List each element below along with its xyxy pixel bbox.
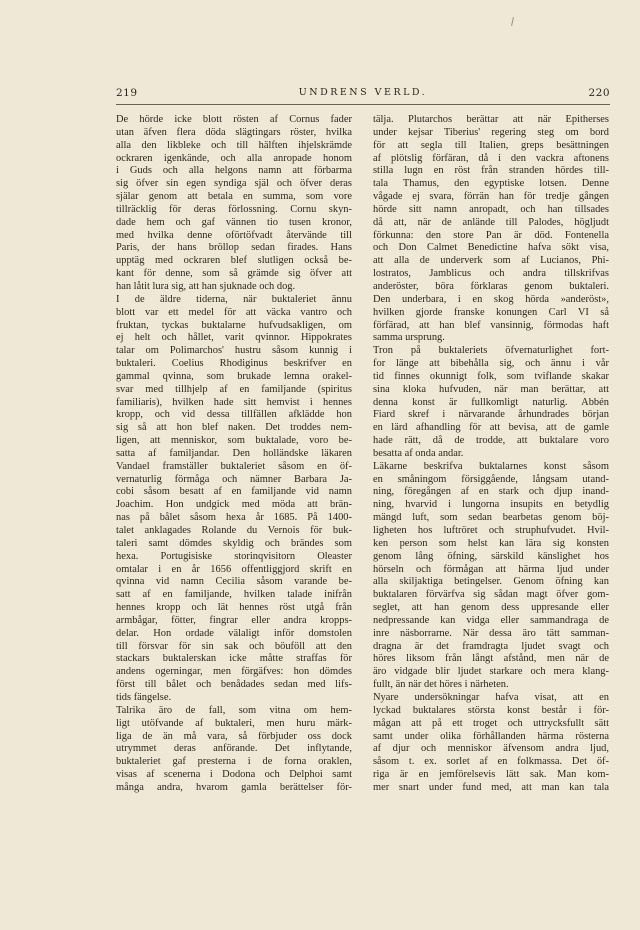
text-line: alla skiljaktiga betingelser. Genom öfning kan	[373, 576, 609, 588]
text-line: familiaris), hvilken hade sitt hemvist i hennes	[116, 396, 352, 408]
text-line: ligheten hos luftröret och struphufvudet. Hvil-	[373, 525, 609, 536]
text-line: Tron på buktaleriets öfvernaturlighet fort-	[373, 345, 609, 357]
header-rule	[116, 104, 610, 105]
text-line: under kejsar Tiberius' regering steg om bord	[373, 126, 609, 138]
text-line: sig öfver sin egen syndiga själ och öfver deras	[116, 178, 352, 190]
text-line: då att, när de anlände till Palodes, högljudt	[373, 216, 609, 228]
text-line: inre näsborrarne. När dessa äro tätt samman-	[373, 627, 609, 639]
text-line: ning, föregången af en stark och djup inand-	[373, 486, 609, 498]
text-line: höres liksom från långt afstånd, men när de	[373, 653, 609, 665]
text-line: armbågar, fötter, fingrar eller andra kropps-	[116, 614, 352, 626]
text-line: delar. Hon ordade välaligt inför domstolen	[116, 627, 352, 639]
text-line: talet anklagades Rolande du Vernois för buk-	[116, 525, 352, 536]
text-line: fullt, än när det höres i närheten.	[373, 679, 509, 691]
text-line: stackars buktalerskan icke måtte straffas för	[116, 653, 352, 665]
text-line: först till bålet och benådades sedan med lifs-	[116, 679, 352, 691]
text-line: dragna är det framdragta ljudet svagt och	[373, 640, 609, 652]
text-line: Talrika äro de fall, som vitna om hem-	[116, 704, 352, 716]
text-line: kropp, och vid dessa tillfällen afklädde hon	[116, 409, 352, 421]
text-line: omtalar i en år 1656 offentliggjord skrift en	[116, 563, 352, 575]
running-title: UNDRENS VERLD.	[298, 87, 428, 98]
text-line: sig så att hon blef naken. Det troddes nem-	[116, 422, 352, 434]
text-line: blott var ett medel för att väcka vantro och	[116, 306, 352, 318]
text-line: hvilken gjorde franske konungen Carl VI så	[373, 306, 609, 318]
text-line: Nyare undersökningar hafva visat, att en	[373, 691, 609, 703]
text-line: Joachim. Hon undgick med möda att brän-	[116, 499, 352, 511]
text-line: ligen, att menniskor, som buktalade, voro be-	[116, 435, 352, 447]
text-line: till försvar för sin sak och böuföll att den	[116, 640, 352, 652]
text-line: förkunna: den store Pan är död. Fontenella	[373, 229, 609, 241]
text-line: en småningom försiggående, långsam utand-	[373, 473, 609, 485]
text-line: gammal qvinna, som brukade lemna orakel-	[116, 370, 352, 382]
text-line: riga är en jemförelsevis lätt sak. Man kom-	[373, 769, 609, 781]
text-line: nas på bålet såsom hexa år 1685. På 1400-	[116, 512, 352, 524]
right-text-column	[373, 114, 609, 795]
text-line: ockraren igenkände, och alla anropade honom	[116, 152, 352, 164]
text-line: kant för denne, som så grämde sig öfver att	[116, 268, 352, 280]
text-line: vågade ej svara, förrän han för tredje gången	[373, 191, 609, 203]
text-line: visas af scenerna i Dodona och Delphoi samt	[116, 769, 352, 781]
text-line: liga de än må vara, så förbjuder oss dock	[116, 730, 352, 742]
text-line: andens ogerningar, men förgäfves: hon dömdes	[116, 666, 352, 678]
text-line: många andra, hvarom gamla berättelser för-	[116, 781, 352, 793]
text-line: lostratos, Jamblicus och andra tillskrifvas	[373, 268, 609, 280]
text-line: mer snart under fund med, att man kan tala	[373, 781, 609, 793]
text-line: hörde sitt namn anropadt, och han tillsades	[373, 203, 609, 215]
text-line: anderöster, böra förklaras genom buktaleri.	[373, 280, 609, 292]
text-line: utrymmet deras anförande. Det inflytande,	[116, 743, 352, 755]
text-line: stilla lugn en röst från stranden hördes till-	[373, 165, 609, 177]
text-line: för att segla till Italien, greps besättningen	[373, 139, 609, 151]
text-line: alla den likbleke och till hälften ihjelskrämde	[116, 139, 352, 151]
text-line: tid finnes okunnigt folk, som tviflande skakar	[373, 370, 609, 382]
text-line: tälja. Plutarchos berättar att när Epitherses	[373, 114, 609, 125]
text-line: svar med tillhjelp af en familjande (spiritus	[116, 383, 352, 395]
text-line: besatta af onda andar.	[373, 447, 464, 459]
text-line: samma ursprung.	[373, 332, 445, 344]
text-line: taleri samt dömdes skyldig och brändes som	[116, 537, 352, 549]
text-line: dade hem och gaf vännen tio tusen kronor,	[116, 216, 352, 228]
text-line: satt af en familjande, hvilken talade inifrån	[116, 589, 352, 601]
text-line: själar genom att betala en summa, som vore	[116, 191, 352, 203]
text-line: I de äldre tiderna, när buktaleriet ännu	[116, 293, 352, 305]
text-line: mågan att på ett troget och uttrycksfullt sätt	[373, 717, 609, 729]
right-page-number: 220	[588, 87, 610, 99]
text-line: qvinna vid namn Cecilia såsom varande be-	[116, 576, 352, 588]
text-line: tala Thamus, den egyptiske lotsen. Denne	[373, 178, 609, 190]
text-line: sina kloka hufvuden, när man berättar, att	[373, 383, 609, 395]
text-line: han låtit lura sig, att han sjuknade och dog.	[116, 280, 296, 292]
text-line: ligt utöfvande af buktaleri, men huru märk-	[116, 717, 352, 729]
text-line: en lärd afhandling för att bevisa, att de gamle	[373, 422, 609, 434]
text-line: buktalaren förvärfva sig sådan magt öfver gom-	[373, 589, 609, 601]
text-line: buktaleri. Coelius Rhodiginus beskrifver en	[116, 358, 352, 370]
text-line: seglet, att han genom dess uppresande eller	[373, 602, 609, 614]
text-line: De hörde icke blott rösten af Cornus fader	[116, 114, 352, 125]
text-line: Paris, der hans bröllop sedan firades. Hans	[116, 242, 352, 254]
text-line: Vandael framställer buktaleriet såsom en öf-	[116, 460, 352, 472]
text-line: fruktan, tyckas buktalarne hufvudsakligen, om	[116, 319, 352, 331]
text-line: mängd luft, som sedan bearbetas genom böj-	[373, 512, 609, 524]
left-text-column	[116, 114, 352, 795]
running-header	[116, 87, 610, 101]
text-line: hörseln och förmågan att härma ljud under	[373, 563, 609, 575]
text-line: Den underbara, i en skog hörda »anderöst»,	[373, 293, 609, 305]
text-line: buktaleriet gaf presterna i de forna oraklen,	[116, 756, 352, 768]
text-line: samt under olika förhållanden härma rösterna	[373, 730, 609, 742]
text-line: hennes kropp och lät hennes röst utgå från	[116, 602, 352, 614]
text-line: af plötslig förfäran, då i den vackra aftonens	[373, 152, 609, 164]
text-line: utan äfven flera döda slägtingars röster, hvilka	[116, 126, 352, 138]
text-line: lyckad buktalares största konst består i för-	[373, 704, 609, 716]
text-line: tillräcklig för deras förlossning. Cornu skyn-	[116, 203, 352, 215]
text-line: i Guds och alla helgons namn att förbarma	[116, 165, 352, 177]
text-line: cobi såsom besatt af en familjande vid namn	[116, 486, 352, 498]
text-line: Läkarne beskrifva buktalarnes konst såsom	[373, 460, 609, 472]
text-line: hade rätt, då de trodde, att buktalare voro	[373, 435, 609, 447]
text-line: genom lång öfning, särskild känslighet hos	[373, 550, 609, 562]
text-line: talar om Polimarchos' hustru såsom kunnig i	[116, 345, 352, 357]
paper-mark	[511, 17, 514, 26]
text-line: ej helt och hållet, varit qvinnor. Hippokrates	[116, 332, 352, 344]
text-line: vernaturlig förmåga och nämner Barbara Ja-	[116, 473, 352, 485]
text-line: med hvilka denne oförtöfvadt återvände till	[116, 229, 352, 241]
text-line: ken person som helst kan lära sig konsten	[373, 537, 609, 549]
text-line: denna konst är fullkomligt naturlig. Abbén	[373, 396, 609, 408]
text-line: nedpressande kan vidga eller sammandraga de	[373, 614, 609, 626]
text-line: såsom t. ex. sorlet af en folkmassa. Det öf-	[373, 756, 609, 768]
left-page-number: 219	[116, 87, 138, 99]
text-line: att alla de underverk som af Lucianos, Phi-	[373, 255, 609, 267]
text-line: Fiard skref i närvarande århundrades början	[373, 409, 609, 421]
text-line: ning, hvarvid i lungorna insupits en betydlig	[373, 499, 609, 511]
text-line: upptäg med ockraren blef slutligen också be-	[116, 255, 352, 267]
text-line: for länge att bibehålla sig, och ännu i vår	[373, 358, 609, 370]
text-line: äro vidgade blir ljudet starkare och mera klang-	[373, 666, 609, 678]
text-line: satta af familjandar. Den holländske läkaren	[116, 447, 352, 459]
text-line: förfärad, att han blef vansinnig, förmodas haft	[373, 319, 609, 331]
text-line: hexa. Portugisiske storinqvisitorn Oleaster	[116, 550, 352, 562]
text-line: och Don Calmet Benedictine hafva sökt visa,	[373, 242, 609, 254]
text-line: af djur och menniskor äfvensom andra ljud,	[373, 743, 609, 755]
text-line: tids fängelse.	[116, 691, 172, 703]
